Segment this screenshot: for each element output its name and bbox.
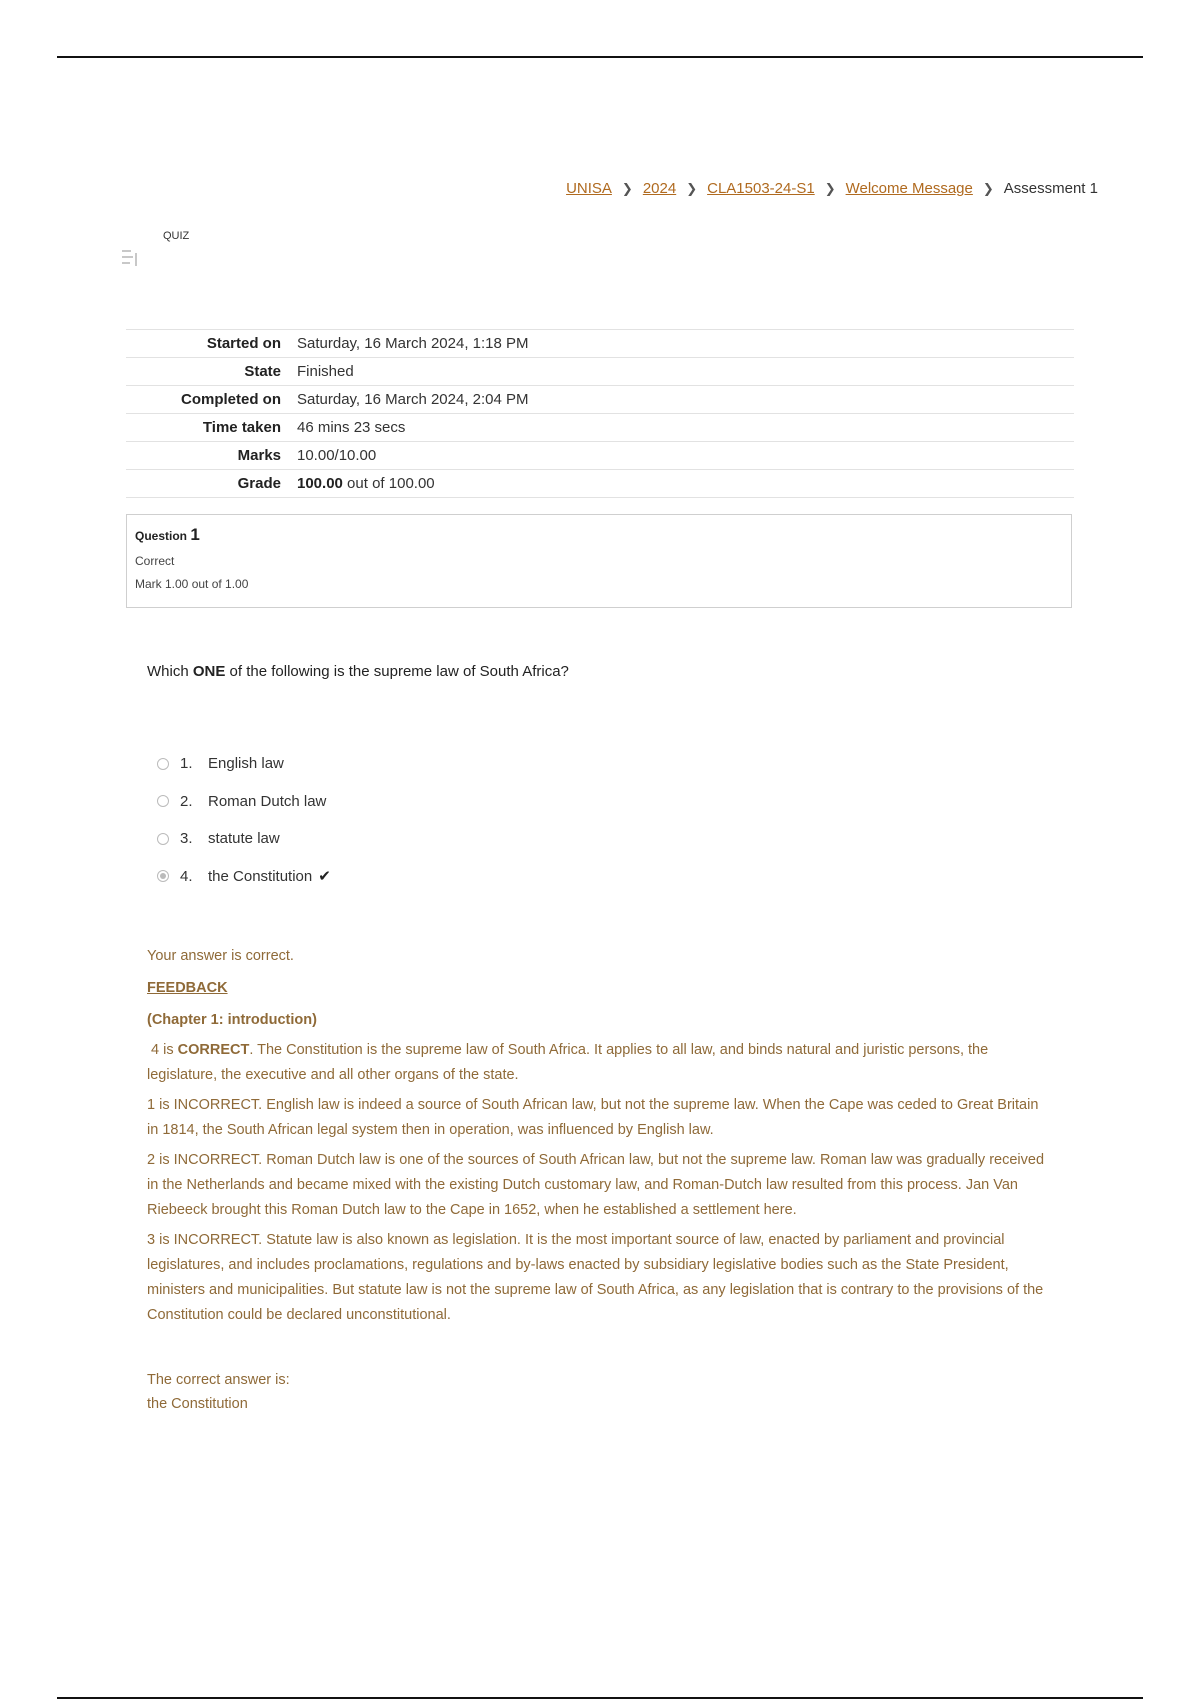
answer-number: 2. xyxy=(180,792,193,810)
summary-row-marks xyxy=(126,442,1074,470)
top-rule xyxy=(57,56,1143,58)
summary-label: State xyxy=(244,363,281,380)
feedback-paragraph xyxy=(147,1038,1047,1088)
chevron-right-icon: ❯ xyxy=(824,180,836,196)
correct-answer-value: the Constitution xyxy=(147,1396,248,1412)
summary-label: Time taken xyxy=(202,419,281,436)
summary-value: Finished xyxy=(297,363,354,380)
chevron-right-icon: ❯ xyxy=(621,180,633,196)
answer-label: the Constitution xyxy=(208,867,313,885)
check-icon: ✔ xyxy=(318,868,331,886)
summary-row-grade xyxy=(126,470,1074,498)
question-text-bold: ONE xyxy=(192,663,226,680)
answer-number: 1. xyxy=(180,755,193,773)
answer-label: English law xyxy=(208,755,284,773)
attempt-summary-table xyxy=(126,329,1074,498)
chevron-right-icon: ❯ xyxy=(686,180,698,196)
bottom-rule xyxy=(57,1697,1143,1699)
answer-option-2[interactable] xyxy=(157,783,331,821)
breadcrumb-link-welcome[interactable]: Welcome Message xyxy=(845,180,973,197)
summary-value: Saturday, 16 March 2024, 2:04 PM xyxy=(297,391,529,408)
question-status: Correct xyxy=(135,554,175,568)
summary-label: Grade xyxy=(237,475,281,492)
question-info-box xyxy=(126,514,1072,608)
answer-option-3[interactable] xyxy=(157,820,331,858)
summary-value: 10.00/10.00 xyxy=(297,447,377,464)
breadcrumb xyxy=(566,180,1098,197)
radio-button[interactable] xyxy=(157,795,169,807)
feedback-bold: CORRECT xyxy=(177,1042,250,1058)
question-mark: Mark 1.00 out of 1.00 xyxy=(135,577,249,591)
answer-result: Your answer is correct. xyxy=(147,948,294,964)
question-text xyxy=(147,663,569,680)
quiz-icon xyxy=(121,248,139,268)
feedback-title: FEEDBACK xyxy=(147,980,228,996)
summary-value xyxy=(297,470,1074,498)
question-number xyxy=(135,525,1063,545)
breadcrumb-link-unisa[interactable]: UNISA xyxy=(566,180,612,197)
summary-value: Saturday, 16 March 2024, 1:18 PM xyxy=(297,335,529,352)
answer-label: Roman Dutch law xyxy=(208,792,327,810)
summary-value: 46 mins 23 secs xyxy=(297,419,406,436)
feedback-section xyxy=(147,944,1047,1416)
feedback-paragraph: 2 is INCORRECT. Roman Dutch law is one of the sources of South African law, but not the supreme law. Roman law was gradually received in the Netherlands and became mixed with the existing Dutch customary law, and Roman-Dutch law resulted from this process. Jan Van Riebeeck brought this Roman Dutch law to the Cape in 1652, when he established a settlement here. xyxy=(147,1152,1045,1218)
feedback-text: . The Constitution is the supreme law of South Africa. It applies to all law, and binds natural and juristic persons, the legislature, the executive and all other organs of the state. xyxy=(147,1042,989,1083)
chevron-right-icon: ❯ xyxy=(982,180,994,196)
radio-button[interactable] xyxy=(157,833,169,845)
feedback-text: 4 is xyxy=(147,1042,178,1058)
summary-row-state xyxy=(126,358,1074,386)
summary-label: Completed on xyxy=(181,391,281,408)
summary-label: Marks xyxy=(237,447,281,464)
answer-number: 4. xyxy=(180,867,193,885)
breadcrumb-current: Assessment 1 xyxy=(1003,180,1098,197)
quiz-type-label: QUIZ xyxy=(163,230,190,242)
answer-options xyxy=(157,745,331,895)
summary-label: Started on xyxy=(206,335,281,352)
question-number-value: 1 xyxy=(190,525,200,544)
summary-row-completed xyxy=(126,386,1074,414)
feedback-paragraph: 1 is INCORRECT. English law is indeed a source of South African law, but not the supreme law. When the Cape was ceded to Great Britain in 1814, the South African legal system then in operation, was influenced by English law. xyxy=(147,1097,1039,1138)
radio-button-selected[interactable] xyxy=(157,870,169,882)
answer-label: statute law xyxy=(208,830,280,848)
question-text-before: Which xyxy=(147,663,193,680)
breadcrumb-link-course[interactable]: CLA1503-24-S1 xyxy=(707,180,815,197)
summary-row-started xyxy=(126,330,1074,358)
grade-out-of: out of 100.00 xyxy=(342,475,435,492)
breadcrumb-link-2024[interactable]: 2024 xyxy=(642,180,677,197)
feedback-chapter: (Chapter 1: introduction) xyxy=(147,1012,317,1028)
answer-number: 3. xyxy=(180,830,193,848)
answer-option-4[interactable] xyxy=(157,858,331,896)
question-label: Question xyxy=(135,529,188,543)
grade-score: 100.00 xyxy=(297,475,343,492)
radio-button[interactable] xyxy=(157,758,169,770)
answer-option-1[interactable] xyxy=(157,745,331,783)
summary-row-time xyxy=(126,414,1074,442)
feedback-paragraph: 3 is INCORRECT. Statute law is also known as legislation. It is the most important source of law, enacted by parliament and provincial legislatures, and includes proclamations, regulations and by-laws enacted by subsidiary legislative bodies such as the State President, ministers and municipalities. But statute law is not the supreme law of South Africa, as any legislation that is contrary to the provisions of the Constitution could be declared unconstitutional. xyxy=(147,1232,1044,1323)
correct-answer-heading: The correct answer is: xyxy=(147,1372,290,1388)
question-text-after: of the following is the supreme law of South Africa? xyxy=(225,663,569,680)
